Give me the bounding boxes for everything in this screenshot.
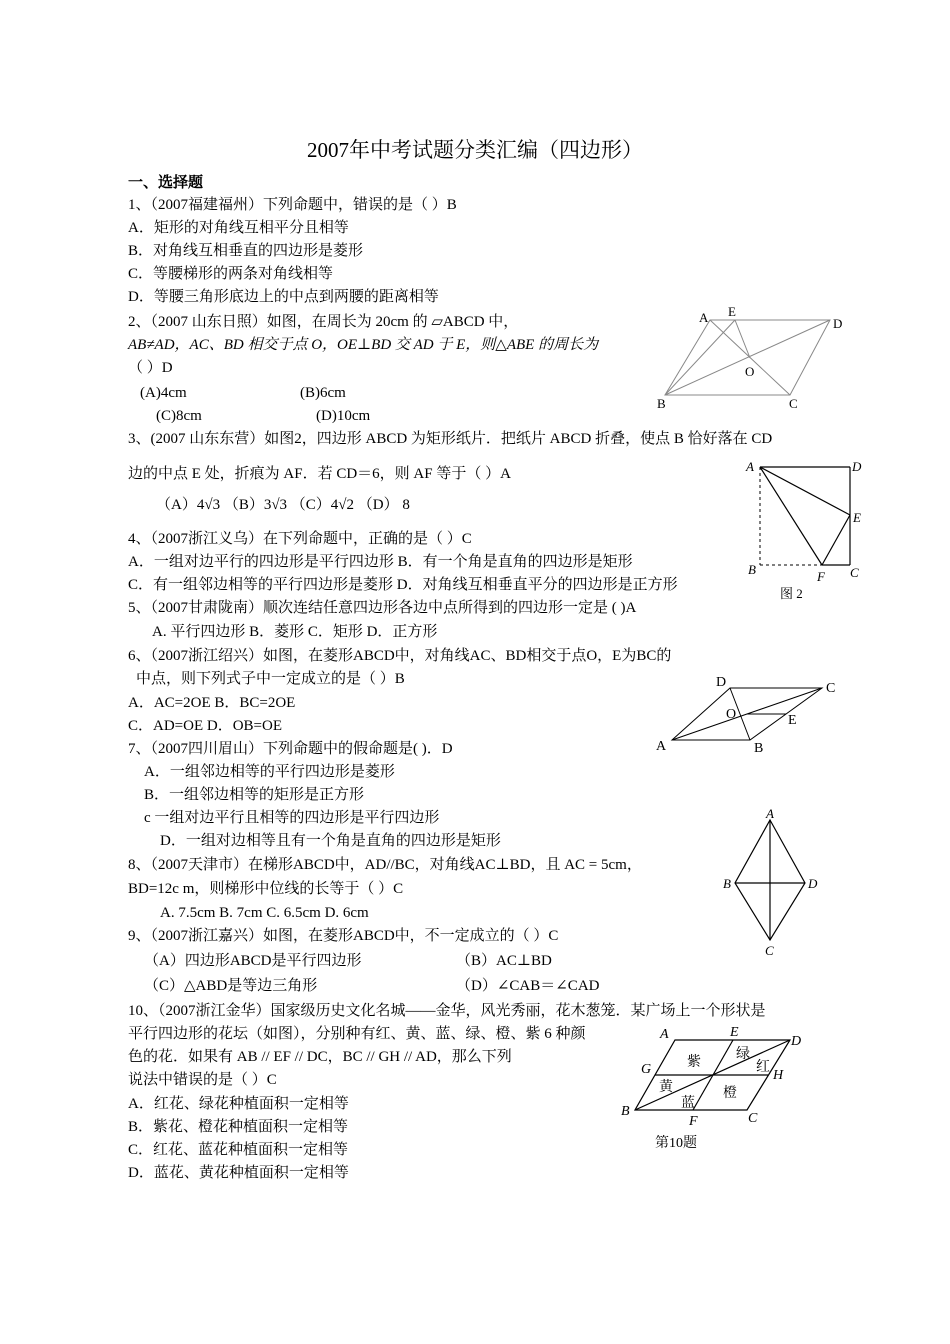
figure-rhombus-q6: [650, 670, 850, 760]
fig-label: E: [730, 1025, 739, 1040]
fig-label: D: [808, 876, 818, 891]
question-3: 3、(2007 山东东营）如图2，四边形 ABCD 为矩形纸片．把纸片 ABCD 折叠，使点 B 恰好落在 CD: [128, 431, 773, 447]
fig-label: H: [773, 1068, 784, 1083]
option-line: D．蓝花、黄花种植面积一定相等: [128, 1165, 349, 1181]
option-line: A．矩形的对角线互相平分且相等: [128, 220, 349, 236]
figure-kite-q9: [720, 808, 830, 963]
fig-label: D: [833, 316, 843, 331]
fig-caption: 图 2: [780, 586, 803, 601]
fig-label: O: [726, 707, 737, 722]
option-line: A. 7.5cm B. 7cm C. 6.5cm D. 6cm: [160, 905, 369, 921]
option-line: C．AD=OE D．OB=OE: [128, 718, 282, 734]
option-line: A．一组邻边相等的平行四边形是菱形: [144, 764, 395, 780]
option-line: D．一组对边相等且有一个角是直角的四边形是矩形: [160, 833, 501, 849]
option-line: （A）四边形ABCD是平行四边形: [144, 953, 362, 969]
fig-label: C: [789, 396, 798, 411]
question-2-line: （ ）D: [128, 360, 173, 376]
option-line: B．对角线互相垂直的四边形是菱形: [128, 243, 364, 259]
question-2: 2、（2007 山东日照）如图，在周长为 20cm 的 ▱ABCD 中，: [128, 314, 519, 330]
fig-label: A: [766, 806, 774, 821]
option-line: C．红花、蓝花种植面积一定相等: [128, 1142, 349, 1158]
question-10-line: 平行四边形的花坛（如图），分别种有红、黄、蓝、绿、橙、紫 6 种颜: [128, 1026, 586, 1042]
fig-label: E: [853, 510, 861, 525]
fig-label: B: [657, 396, 666, 411]
region-label: 红: [756, 1060, 770, 1075]
fig-label: B: [621, 1104, 630, 1119]
question-6-line: 中点，则下列式子中一定成立的是（ ）B: [136, 671, 405, 687]
option-line: C．有一组邻边相等的平行四边形是菱形 D．对角线互相垂直平分的四边形是正方形: [128, 577, 678, 593]
option-line: A．红花、绿花种植面积一定相等: [128, 1096, 349, 1112]
option-line: (A)4cm: [140, 385, 187, 401]
option-line: （A）4√3 （B）3√3 （C）4√2 （D） 8: [156, 497, 410, 513]
fig-label: C: [850, 565, 859, 580]
fig-label: A: [660, 1027, 669, 1042]
option-line: A．一组对边平行的四边形是平行四边形 B．有一个角是直角的四边形是矩形: [128, 554, 633, 570]
figure-parallelogram-q2: [655, 300, 855, 420]
question-4: 4、（2007浙江义乌）在下列命题中，正确的是（ ）C: [128, 531, 472, 547]
option-line: C．等腰梯形的两条对角线相等: [128, 266, 334, 282]
fig-label: A: [746, 459, 754, 474]
region-label: 紫: [687, 1055, 701, 1070]
question-10-line: 说法中错误的是（ ）C: [128, 1072, 277, 1088]
fig-label: O: [745, 364, 755, 379]
fig-label: G: [641, 1062, 652, 1077]
fig-label: F: [817, 569, 825, 584]
fig-label: A: [699, 310, 709, 325]
fig-label: E: [728, 304, 736, 319]
option-line: B．一组邻边相等的矩形是正方形: [144, 787, 365, 803]
fig-label: C: [748, 1111, 758, 1126]
fig-label: F: [689, 1114, 698, 1129]
option-line: （C）△ABD是等边三角形: [144, 978, 318, 994]
fig-label: B: [723, 876, 731, 891]
question-8-line: BD=12c m，则梯形中位线的长等于（ ）C: [128, 881, 404, 897]
region-label: 橙: [723, 1086, 737, 1101]
fig-label: D: [716, 675, 727, 690]
fig-label: D: [852, 459, 862, 474]
option-line: （D）∠CAB＝∠CAD: [456, 978, 600, 994]
option-line: A．AC=2OE B．BC=2OE: [128, 695, 296, 711]
question-8: 8、（2007天津市）在梯形ABCD中，AD//BC，对角线AC⊥BD，且 AC = 5cm，: [128, 857, 642, 873]
option-line: c 一组对边平行且相等的四边形是平行四边形: [144, 810, 440, 826]
figure-flowerbed-q10: [615, 1025, 815, 1155]
fig-label: A: [656, 739, 667, 754]
section-heading: 一、选择题: [128, 175, 204, 191]
question-10-line: 色的花．如果有 AB // EF // DC，BC // GH // AD，那么下列: [128, 1049, 512, 1065]
option-line: D．等腰三角形底边上的中点到两腰的距离相等: [128, 289, 439, 305]
question-7: 7、（2007四川眉山）下列命题中的假命题是( )．D: [128, 741, 453, 757]
fig-label: E: [788, 713, 797, 728]
fig-caption: 第10题: [655, 1136, 697, 1151]
region-label: 蓝: [681, 1096, 695, 1111]
region-label: 黄: [659, 1080, 673, 1095]
question-3-line: 边的中点 E 处，折痕为 AF．若 CD＝6，则 AF 等于（ ）A: [128, 466, 511, 482]
option-line: B．紫花、橙花种植面积一定相等: [128, 1119, 349, 1135]
page-title: 2007年中考试题分类汇编（四边形）: [307, 138, 643, 162]
fig-label: C: [765, 943, 774, 958]
question-5: 5、（2007甘肃陇南）顺次连结任意四边形各边中点所得到的四边形一定是 ( )A: [128, 600, 637, 616]
fig-label: B: [748, 562, 756, 577]
figure-rectangle-fold-q3: [740, 455, 870, 605]
option-line: (C)8cm: [156, 408, 202, 424]
fig-label: C: [826, 681, 836, 696]
question-9: 9、（2007浙江嘉兴）如图，在菱形ABCD中，不一定成立的（ ）C: [128, 928, 559, 944]
question-1: 1、（2007福建福州）下列命题中，错误的是（ ）B: [128, 197, 457, 213]
option-line: (D)10cm: [316, 408, 371, 424]
option-line: (B)6cm: [300, 385, 346, 401]
question-6: 6、（2007浙江绍兴）如图，在菱形ABCD中，对角线AC、BD相交于点O，E为BC的: [128, 648, 672, 664]
option-line: （B）AC⊥BD: [456, 953, 552, 969]
region-label: 绿: [736, 1047, 750, 1062]
question-10: 10、（2007浙江金华）国家级历史文化名城——金华，风光秀丽，花木葱笼．某广场上一个形状是: [128, 1003, 766, 1019]
fig-label: D: [791, 1034, 802, 1049]
question-2-line: AB≠AD，AC、BD 相交于点 O，OE⊥BD 交 AD 于 E，则△ABE 的周长为: [128, 337, 599, 353]
fig-label: B: [754, 741, 764, 756]
option-line: A. 平行四边形 B．菱形 C．矩形 D．正方形: [152, 624, 438, 640]
